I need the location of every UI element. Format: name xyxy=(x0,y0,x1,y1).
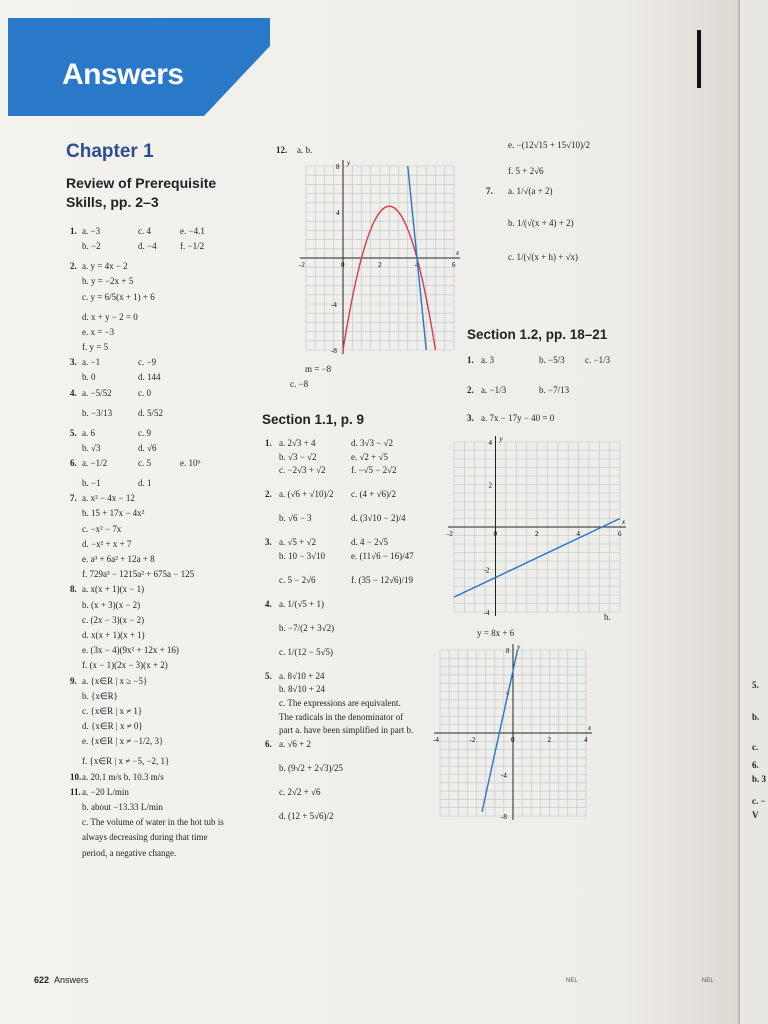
answer-part: The radicals in the denominator of xyxy=(279,711,404,722)
publisher-mark: NEL xyxy=(566,978,578,984)
answer-part: period, a negative change. xyxy=(82,847,177,858)
answer-part: b. (9√2 + 2√3)/25 xyxy=(279,762,343,773)
q12-number: 12. xyxy=(276,145,288,155)
answer-part: d. 1 xyxy=(138,478,152,488)
answer-part: b. −7/13 xyxy=(539,385,570,395)
question-number: 1. xyxy=(70,226,77,236)
graph-q3b xyxy=(432,642,592,822)
chapter-heading: Chapter 1 xyxy=(66,141,154,162)
x-tick-label: -2 xyxy=(299,261,305,269)
answer-part: e. √2 + √5 xyxy=(351,451,388,462)
answer-part: b. √3 − √2 xyxy=(279,451,317,462)
answer-part: c. 0 xyxy=(138,387,151,398)
answer-part: b. −2 xyxy=(82,241,101,252)
answer-part: d. −4 xyxy=(138,241,157,252)
answer-part: a. √6 + 2 xyxy=(279,738,312,749)
answer-part: a. x(x + 1)(x − 1) xyxy=(82,584,145,595)
x-tick-label: 6 xyxy=(452,261,456,269)
answer-part: c. 9 xyxy=(138,427,151,438)
answer-part: e. −(12√15 + 15√10)/2 xyxy=(508,140,591,150)
answer-part: part a. have been simplified in part b. xyxy=(279,725,414,736)
section-1-1-heading: Section 1.1, p. 9 xyxy=(262,412,365,427)
answer-part: a. 8√10 + 24 xyxy=(279,670,325,681)
answer-part: a. 2√3 + 4 xyxy=(279,438,316,448)
answer-part: d. 3√3 − √2 xyxy=(351,438,393,448)
y-tick-label: -8 xyxy=(331,347,337,355)
answer-part: a. 1/√(a + 2) xyxy=(508,186,553,196)
question-number: 4. xyxy=(70,387,77,398)
answer-part: a. 7x − 17y − 40 = 0 xyxy=(481,413,555,423)
answer-part: a. −20 L/min xyxy=(82,786,129,797)
part-b-label: b. xyxy=(604,612,611,622)
answer-part: a. y = 4x − 2 xyxy=(82,261,128,272)
answer-part: a. x² − 4x − 12 xyxy=(82,493,135,504)
answer-part: e. (11√6 − 16)/47 xyxy=(351,550,414,561)
answer-part: c. y = 6/5(x + 1) + 6 xyxy=(82,291,155,302)
answer-part: c. 2√2 + √6 xyxy=(279,786,321,797)
question-number: 2. xyxy=(70,261,77,272)
edge-fragment: 5. xyxy=(752,680,759,690)
x-tick-label: 4 xyxy=(576,530,580,538)
question-number: 1. xyxy=(467,355,474,365)
answer-part: b. 8√10 + 24 xyxy=(279,684,326,695)
x-tick-label: 4 xyxy=(415,261,419,269)
answer-part: c. 1/(12 − 5√5) xyxy=(279,646,334,657)
slope-label: m = −8 xyxy=(305,364,332,374)
answer-part: e. −4.1 xyxy=(180,226,205,236)
answer-part: e. x = −3 xyxy=(82,326,115,337)
question-number: 7. xyxy=(70,493,77,504)
answer-part: f. {x∈R | x ≠ −5, −2, 1} xyxy=(82,756,170,767)
answer-part: e. (3x − 4)(9x² + 12x + 16) xyxy=(82,645,179,656)
question-number: 3. xyxy=(70,357,77,368)
answer-part: d. 4 − 2√5 xyxy=(351,537,389,548)
answer-part: b. 1/(√(x + 4) + 2) xyxy=(508,218,574,228)
answer-part: b. about −13.33 L/min xyxy=(82,802,163,812)
margin-mark xyxy=(697,30,701,88)
y-tick-label: -4 xyxy=(483,609,490,617)
answer-part: b. y = −2x + 5 xyxy=(82,276,134,287)
answer-part: f. 729a³ − 1215a² + 675a − 125 xyxy=(82,569,195,580)
answer-part: b. (x + 3)(x − 2) xyxy=(82,599,141,610)
x-tick-label: 2 xyxy=(547,736,551,744)
answer-part: a. √5 + √2 xyxy=(279,537,316,548)
x-tick-label: -2 xyxy=(469,736,476,744)
x-tick-label: 2 xyxy=(378,261,382,269)
answer-part: f. −√5 − 2√2 xyxy=(351,465,397,476)
answer-part: b. {x∈R} xyxy=(82,690,118,701)
answer-part: e. a³ + 6a² + 12a + 8 xyxy=(82,554,155,564)
section-1-2-heading: Section 1.2, pp. 18–21 xyxy=(467,327,608,342)
answer-part: b. √3 xyxy=(82,442,101,453)
question-number: 7. xyxy=(486,186,493,196)
y-tick-label: 4 xyxy=(336,209,340,217)
x-tick-label: -2 xyxy=(447,530,453,538)
answer-part: b. √6 − 3 xyxy=(279,513,312,524)
answer-part: always decreasing during that time xyxy=(82,832,208,843)
y-tick-label: 4 xyxy=(488,439,492,447)
y-axis-label: y xyxy=(517,643,521,651)
series-line xyxy=(482,650,518,812)
edge-fragment: c. − xyxy=(752,796,766,806)
question-number: 5. xyxy=(70,427,77,438)
edge-fragment: 6. xyxy=(752,760,759,770)
y-tick-label: -2 xyxy=(483,566,490,575)
answer-part: c. (4 + √6)/2 xyxy=(351,489,397,500)
answer-part: b. −5/3 xyxy=(539,355,565,365)
answer-part: d. 144 xyxy=(138,372,161,383)
edge-fragment: b. 3 xyxy=(752,774,767,784)
y-tick-label: 8 xyxy=(506,647,510,655)
y-axis-label: y xyxy=(499,435,503,443)
graph-q12 xyxy=(294,158,462,358)
answer-part: a. 1/(√5 + 1) xyxy=(279,598,325,609)
page-title: Answers xyxy=(62,58,184,91)
answer-part: a. {x∈R | x ≥ −5} xyxy=(82,675,148,686)
answer-part: b. 15 + 17x − 4x² xyxy=(82,508,145,519)
answer-part: c. −2√3 + √2 xyxy=(279,465,326,476)
edge-fragment: V xyxy=(752,810,759,820)
edge-fragment: b. xyxy=(752,712,760,722)
facing-page-edge xyxy=(738,0,768,1024)
answer-part: c. 5 xyxy=(138,458,151,468)
y-tick-label: -4 xyxy=(331,301,337,309)
y-axis-label: y xyxy=(347,159,351,167)
answer-part: d. (3√10 − 2)/4 xyxy=(351,513,406,524)
answer-part: d. −x² + x + 7 xyxy=(82,538,132,549)
answer-part: a. 20.1 m/s b. 10.3 m/s xyxy=(82,771,164,782)
y-tick-label: 8 xyxy=(336,163,340,171)
answer-part: a. −1 xyxy=(82,357,101,368)
answer-part: a. −3 xyxy=(82,226,101,236)
answer-part: f. (35 − 12√6)/19 xyxy=(351,574,414,585)
x-axis-label: x xyxy=(622,518,626,526)
question-number: 3. xyxy=(467,413,474,423)
question-number: 6. xyxy=(70,458,77,468)
edge-fragment: c. xyxy=(752,742,759,752)
answer-part: c. The volume of water in the hot tub is xyxy=(82,817,224,828)
answer-part: a. 3 xyxy=(481,355,494,365)
question-number: 6. xyxy=(265,738,272,749)
question-number: 3. xyxy=(265,537,272,548)
question-number: 8. xyxy=(70,584,77,595)
answer-part: c. 5 − 2√6 xyxy=(279,574,316,585)
answer-part: b. 10 − 3√10 xyxy=(279,550,326,561)
answer-part: d. {x∈R | x ≠ 0} xyxy=(82,721,143,732)
x-tick-label: 0 xyxy=(341,261,345,269)
answer-part: d. x + y − 2 = 0 xyxy=(82,311,138,322)
question-number: 9. xyxy=(70,675,77,686)
answer-part: f. (x − 1)(2x − 3)(x + 2) xyxy=(82,660,168,671)
question-number: 2. xyxy=(265,489,272,500)
question-number: 4. xyxy=(265,598,272,609)
graph-equation-label: y = 8x + 6 xyxy=(477,628,515,638)
answer-part: b. −7/(2 + 3√2) xyxy=(279,622,335,633)
x-tick-label: 4 xyxy=(584,736,588,744)
answer-part: d. x(x + 1)(x + 1) xyxy=(82,630,145,640)
y-tick-label: -8 xyxy=(501,813,507,821)
answer-part: c. −x² − 7x xyxy=(82,523,122,534)
y-tick-label: 4 xyxy=(506,688,510,697)
question-number: 1. xyxy=(265,438,272,448)
question-number: 5. xyxy=(265,670,272,681)
answer-part: a. (√6 + √10)/2 xyxy=(279,489,334,500)
answer-part: a. 6 xyxy=(82,427,95,438)
question-number: 10. xyxy=(70,771,82,782)
x-tick-label: -4 xyxy=(433,736,439,744)
answer-part: d. 5/52 xyxy=(138,407,164,418)
answer-part: e. {x∈R | x ≠ −1/2, 3} xyxy=(82,736,164,747)
answer-part: c. 4 xyxy=(138,226,151,236)
answer-part: e. 10⁶ xyxy=(180,458,201,468)
answer-part: f. 5 + 2√6 xyxy=(508,166,544,176)
answer-part: a. −1/2 xyxy=(82,458,108,468)
answer-part: c. 1/(√(x + h) + √x) xyxy=(508,252,579,262)
publisher-mark-facing: NEL xyxy=(702,978,714,984)
answer-part: f. y = 5 xyxy=(82,342,109,352)
x-axis-label: x xyxy=(588,724,592,732)
answer-part: d. (12 + 5√6)/2 xyxy=(279,810,334,821)
answer-part: a. −5/52 xyxy=(82,387,112,398)
q12c-answer: c. −8 xyxy=(290,379,309,389)
answer-part: c. The expressions are equivalent. xyxy=(279,698,401,708)
x-tick-label: 2 xyxy=(535,530,539,538)
answer-part: b. 0 xyxy=(82,372,96,383)
question-number: 2. xyxy=(467,385,474,395)
q12-parts: a. b. xyxy=(297,145,313,155)
x-tick-label: 0 xyxy=(511,736,515,744)
answer-part: d. √6 xyxy=(138,442,157,453)
answer-part: a. −1/3 xyxy=(481,385,507,395)
answer-part: c. −1/3 xyxy=(585,355,611,365)
answer-part: c. (2x − 3)(x − 2) xyxy=(82,614,145,625)
review-heading: Review of Prerequisite Skills, pp. 2–3 xyxy=(66,175,217,210)
answer-part: b. −1 xyxy=(82,478,101,488)
y-tick-label: -4 xyxy=(501,771,507,780)
x-tick-label: 6 xyxy=(618,530,622,538)
question-number: 11. xyxy=(70,786,81,797)
graph-q3a xyxy=(446,432,626,620)
y-tick-label: 2 xyxy=(488,481,492,490)
x-axis-label: x xyxy=(456,249,460,257)
answer-part: c. −9 xyxy=(138,357,157,368)
answer-part: f. −1/2 xyxy=(180,241,205,252)
x-tick-label: 0 xyxy=(493,530,497,538)
page-number: 622 Answers xyxy=(34,975,89,985)
answer-part: b. −3/13 xyxy=(82,407,113,418)
answer-part: c. {x∈R | x ≠ 1} xyxy=(82,706,143,716)
